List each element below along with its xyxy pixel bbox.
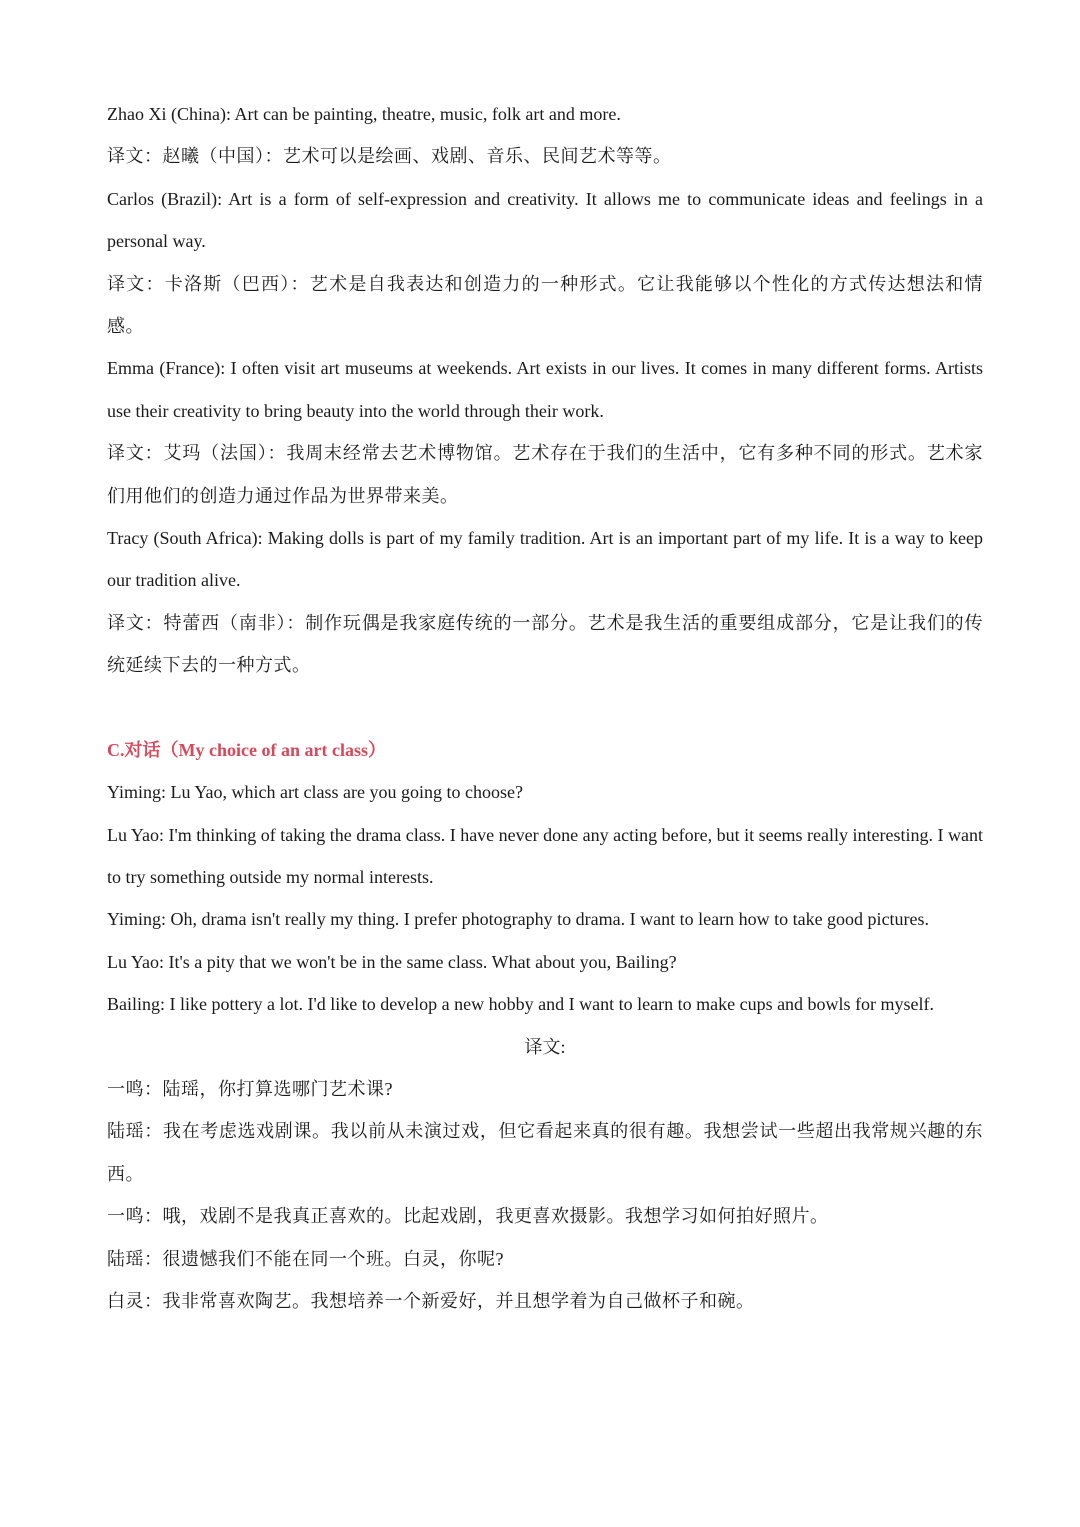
document-page [107,93,983,1322]
section-spacer [107,687,983,729]
translation-label: 译文: [524,1036,566,1057]
dialogue-line-en-1: Yiming: Lu Yao, which art class are you going to choose? [107,782,523,803]
paragraph-tracy-en: Tracy (South Africa): Making dolls is part of my family tradition. Art is an important part of my life. It is a way to keep our tradition alive. [107,528,983,591]
dialogue-line-zh-5: 白灵：我非常喜欢陶艺。我想培养一个新爱好，并且想学着为自己做杯子和碗。 [107,1290,755,1311]
dialogue-line-en-4: Lu Yao: It's a pity that we won't be in the same class. What about you, Bailing? [107,951,677,972]
paragraph-emma-en: Emma (France): I often visit art museums at weekends. Art exists in our lives. It comes in many different forms. Artists use their creativity to bring beauty into the world through their work. [107,358,983,421]
paragraph-carlos-zh: 译文：卡洛斯（巴西）：艺术是自我表达和创造力的一种形式。它让我能够以个性化的方式传达想法和情感。 [107,273,983,337]
dialogue-line-zh-3: 一鸣：哦，戏剧不是我真正喜欢的。比起戏剧，我更喜欢摄影。我想学习如何拍好照片。 [107,1206,829,1227]
dialogue-line-en-2: Lu Yao: I'm thinking of taking the drama class. I have never done any acting before, but it seems really interesting. I want to try something outside my normal interests. [107,824,983,887]
paragraph-carlos-en: Carlos (Brazil): Art is a form of self-expression and creativity. It allows me to communicate ideas and feelings in a personal way. [107,188,983,252]
paragraph-zhao-xi-en: Zhao Xi (China): Art can be painting, theatre, music, folk art and more. [107,104,621,124]
dialogue-line-zh-4: 陆瑶：很遗憾我们不能在同一个班。白灵，你呢? [107,1248,504,1269]
paragraph-emma-zh: 译文：艾玛（法国）：我周末经常去艺术博物馆。艺术存在于我们的生活中，它有多种不同的形式。艺术家们用他们的创造力通过作品为世界带来美。 [107,443,983,506]
dialogue-line-zh-2: 陆瑶：我在考虑选戏剧课。我以前从未演过戏，但它看起来真的很有趣。我想尝试一些超出我常规兴趣的东西。 [107,1121,983,1184]
dialogue-line-zh-1: 一鸣：陆瑶，你打算选哪门艺术课? [107,1078,393,1099]
paragraph-tracy-zh: 译文：特蕾西（南非）：制作玩偶是我家庭传统的一部分。艺术是我生活的重要组成部分，它是让我们的传统延续下去的一种方式。 [107,612,983,676]
paragraph-zhao-xi-zh: 译文：赵曦（中国）：艺术可以是绘画、戏剧、音乐、民间艺术等等。 [107,146,672,167]
section-c-heading: C.对话（My choice of an art class） [107,739,386,760]
dialogue-line-en-3: Yiming: Oh, drama isn't really my thing. I prefer photography to drama. I want to learn how to take good pictures. [107,909,930,930]
dialogue-line-en-5: Bailing: I like pottery a lot. I'd like to develop a new hobby and I want to learn to make cups and bowls for myself. [107,994,935,1015]
